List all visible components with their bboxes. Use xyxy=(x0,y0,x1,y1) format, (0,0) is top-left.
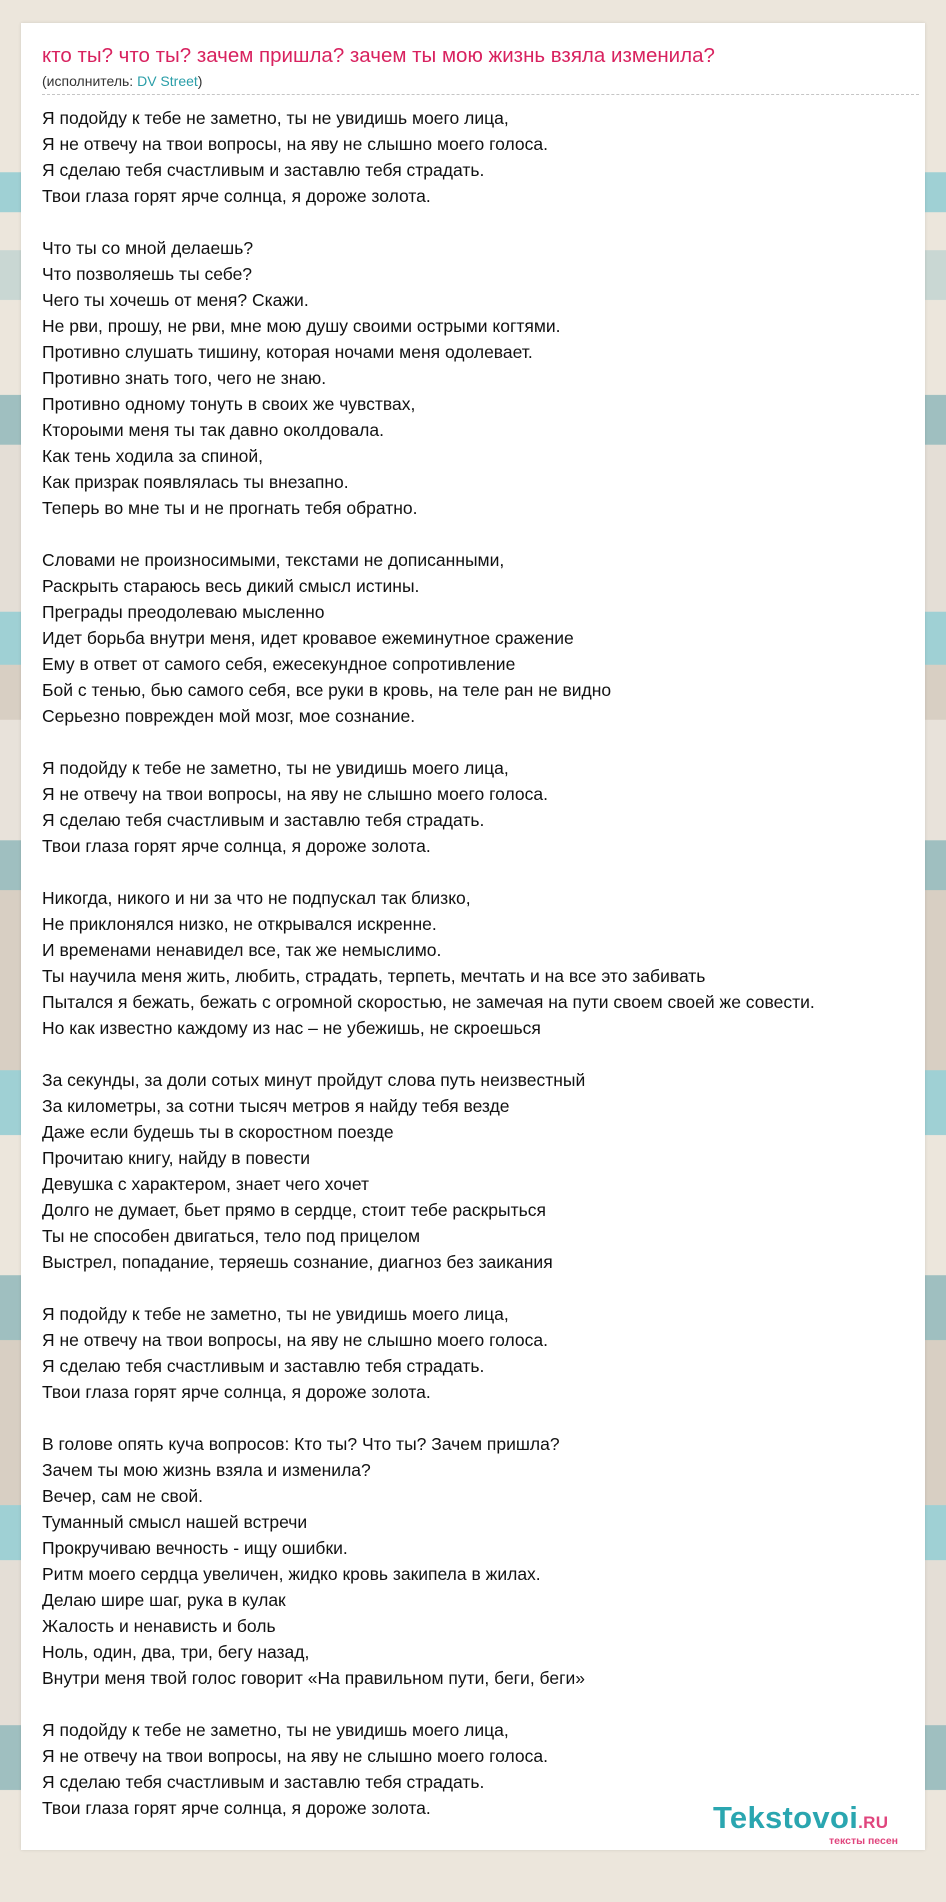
site-logo[interactable] xyxy=(713,1801,923,1851)
lyric-line: Но как известно каждому из нас – не убежишь, не скроешься xyxy=(42,1018,541,1038)
lyrics-body xyxy=(42,105,946,1821)
title-divider xyxy=(42,94,919,95)
lyric-line: Теперь во мне ты и не прогнать тебя обратно. xyxy=(42,498,418,518)
lyric-line xyxy=(42,521,946,547)
lyric-line: И временами ненавидел все, так же немыслимо. xyxy=(42,940,442,960)
lyric-line: Противно одному тонуть в своих же чувствах, xyxy=(42,394,416,414)
lyric-line: Ты научила меня жить, любить, страдать, терпеть, мечтать и на все это забивать xyxy=(42,966,706,986)
artist-prefix: (исполнитель: xyxy=(42,73,138,89)
lyric-line xyxy=(42,1405,946,1431)
lyric-line: Ему в ответ от самого себя, ежесекундное сопротивление xyxy=(42,654,516,674)
lyric-line xyxy=(42,209,946,235)
lyric-line: Преграды преодолеваю мысленно xyxy=(42,602,325,622)
lyric-line: Выстрел, попадание, теряешь сознание, диагноз без заикания xyxy=(42,1252,553,1272)
lyric-line: В голове опять куча вопросов: Кто ты? Что ты? Зачем пришла? xyxy=(42,1434,560,1454)
lyric-line: Прокручиваю вечность - ищу ошибки. xyxy=(42,1538,348,1558)
artist-suffix: ) xyxy=(197,73,203,89)
lyric-line xyxy=(42,1041,946,1067)
lyric-line: Я сделаю тебя счастливым и заставлю тебя страдать. xyxy=(42,160,485,180)
lyric-line: Я сделаю тебя счастливым и заставлю тебя страдать. xyxy=(42,1772,485,1792)
artist-line xyxy=(42,72,202,90)
lyric-line: Жалость и ненависть и боль xyxy=(42,1616,276,1636)
logo-name: Tekstovoi xyxy=(713,1800,859,1835)
lyric-line: Девушка с характером, знает чего хочет xyxy=(42,1174,369,1194)
lyric-line: Ритм моего сердца увеличен, жидко кровь закипела в жилах. xyxy=(42,1564,541,1584)
lyric-line: Никогда, никого и ни за что не подпускал так близко, xyxy=(42,888,471,908)
lyric-line: Я подойду к тебе не заметно, ты не увидишь моего лица, xyxy=(42,1720,509,1740)
song-title: кто ты? что ты? зачем пришла? зачем ты мою жизнь взяла изменила? xyxy=(42,44,715,67)
lyric-line: Туманный смысл нашей встречи xyxy=(42,1512,308,1532)
lyric-line: Прочитаю книгу, найду в повести xyxy=(42,1148,311,1168)
lyric-line: Раскрыть стараюсь весь дикий смысл истины. xyxy=(42,576,420,596)
lyric-line: Зачем ты мою жизнь взяла и изменила? xyxy=(42,1460,371,1480)
lyric-line: Серьезно поврежден мой мозг, мое сознание. xyxy=(42,706,416,726)
lyric-line: Противно знать того, чего не знаю. xyxy=(42,368,327,388)
lyric-line: Не рви, прошу, не рви, мне мою душу своими острыми когтями. xyxy=(42,316,561,336)
lyric-line: Я не отвечу на твои вопросы, на яву не слышно моего голоса. xyxy=(42,1746,548,1766)
lyric-line: Твои глаза горят ярче солнца, я дороже золота. xyxy=(42,836,431,856)
lyric-line: Внутри меня твой голос говорит «На правильном пути, беги, беги» xyxy=(42,1668,586,1688)
artist-link[interactable]: DV Street xyxy=(137,73,198,89)
lyric-line: Я подойду к тебе не заметно, ты не увидишь моего лица, xyxy=(42,758,509,778)
lyric-line: Я подойду к тебе не заметно, ты не увидишь моего лица, xyxy=(42,1304,509,1324)
lyric-line: Я сделаю тебя счастливым и заставлю тебя страдать. xyxy=(42,1356,485,1376)
lyric-line: Твои глаза горят ярче солнца, я дороже золота. xyxy=(42,186,431,206)
lyric-line: Пытался я бежать, бежать с огромной скоростью, не замечая на пути своем своей же совести. xyxy=(42,992,815,1012)
lyric-line: Долго не думает, бьет прямо в сердце, стоит тебе раскрыться xyxy=(42,1200,546,1220)
lyric-line: Ноль, один, два, три, бегу назад, xyxy=(42,1642,310,1662)
lyric-line xyxy=(42,859,946,885)
lyric-line: Вечер, сам не свой. xyxy=(42,1486,203,1506)
lyric-line: Как тень ходила за спиной, xyxy=(42,446,263,466)
lyric-line: Словами не произносимыми, текстами не дописанными, xyxy=(42,550,505,570)
lyric-line: Как призрак появлялась ты внезапно. xyxy=(42,472,349,492)
lyric-line xyxy=(42,729,946,755)
lyric-line: Даже если будешь ты в скоростном поезде xyxy=(42,1122,394,1142)
lyric-line: Я не отвечу на твои вопросы, на яву не слышно моего голоса. xyxy=(42,1330,548,1350)
lyric-line: Бой с тенью, бью самого себя, все руки в кровь, на теле ран не видно xyxy=(42,680,612,700)
lyric-line: Я не отвечу на твои вопросы, на яву не слышно моего голоса. xyxy=(42,784,548,804)
lyric-line: Противно слушать тишину, которая ночами меня одолевает. xyxy=(42,342,533,362)
lyric-line: Я сделаю тебя счастливым и заставлю тебя страдать. xyxy=(42,810,485,830)
lyric-line: Не приклонялся низко, не открывался искренне. xyxy=(42,914,437,934)
logo-tagline: тексты песен xyxy=(829,1835,899,1847)
lyric-line: За километры, за сотни тысяч метров я найду тебя везде xyxy=(42,1096,510,1116)
lyric-line: Что позволяешь ты себе? xyxy=(42,264,253,284)
lyric-line: За секунды, за доли сотых минут пройдут слова путь неизвестный xyxy=(42,1070,586,1090)
lyric-line: Идет борьба внутри меня, идет кровавое ежеминутное сражение xyxy=(42,628,574,648)
lyric-line: Я подойду к тебе не заметно, ты не увидишь моего лица, xyxy=(42,108,509,128)
lyric-line xyxy=(42,1275,946,1301)
lyric-line: Твои глаза горят ярче солнца, я дороже золота. xyxy=(42,1798,431,1818)
lyric-line: Я не отвечу на твои вопросы, на яву не слышно моего голоса. xyxy=(42,134,548,154)
lyric-line: Чего ты хочешь от меня? Скажи. xyxy=(42,290,309,310)
lyric-line: Делаю шире шаг, рука в кулак xyxy=(42,1590,286,1610)
lyric-line xyxy=(42,1691,946,1717)
lyric-line: Ты не способен двигаться, тело под прицелом xyxy=(42,1226,421,1246)
lyric-line: Что ты со мной делаешь? xyxy=(42,238,254,258)
logo-tld: .RU xyxy=(858,1813,889,1832)
lyrics-card xyxy=(21,23,925,1850)
lyric-line: Твои глаза горят ярче солнца, я дороже золота. xyxy=(42,1382,431,1402)
lyric-line: Ктороыми меня ты так давно околдовала. xyxy=(42,420,384,440)
